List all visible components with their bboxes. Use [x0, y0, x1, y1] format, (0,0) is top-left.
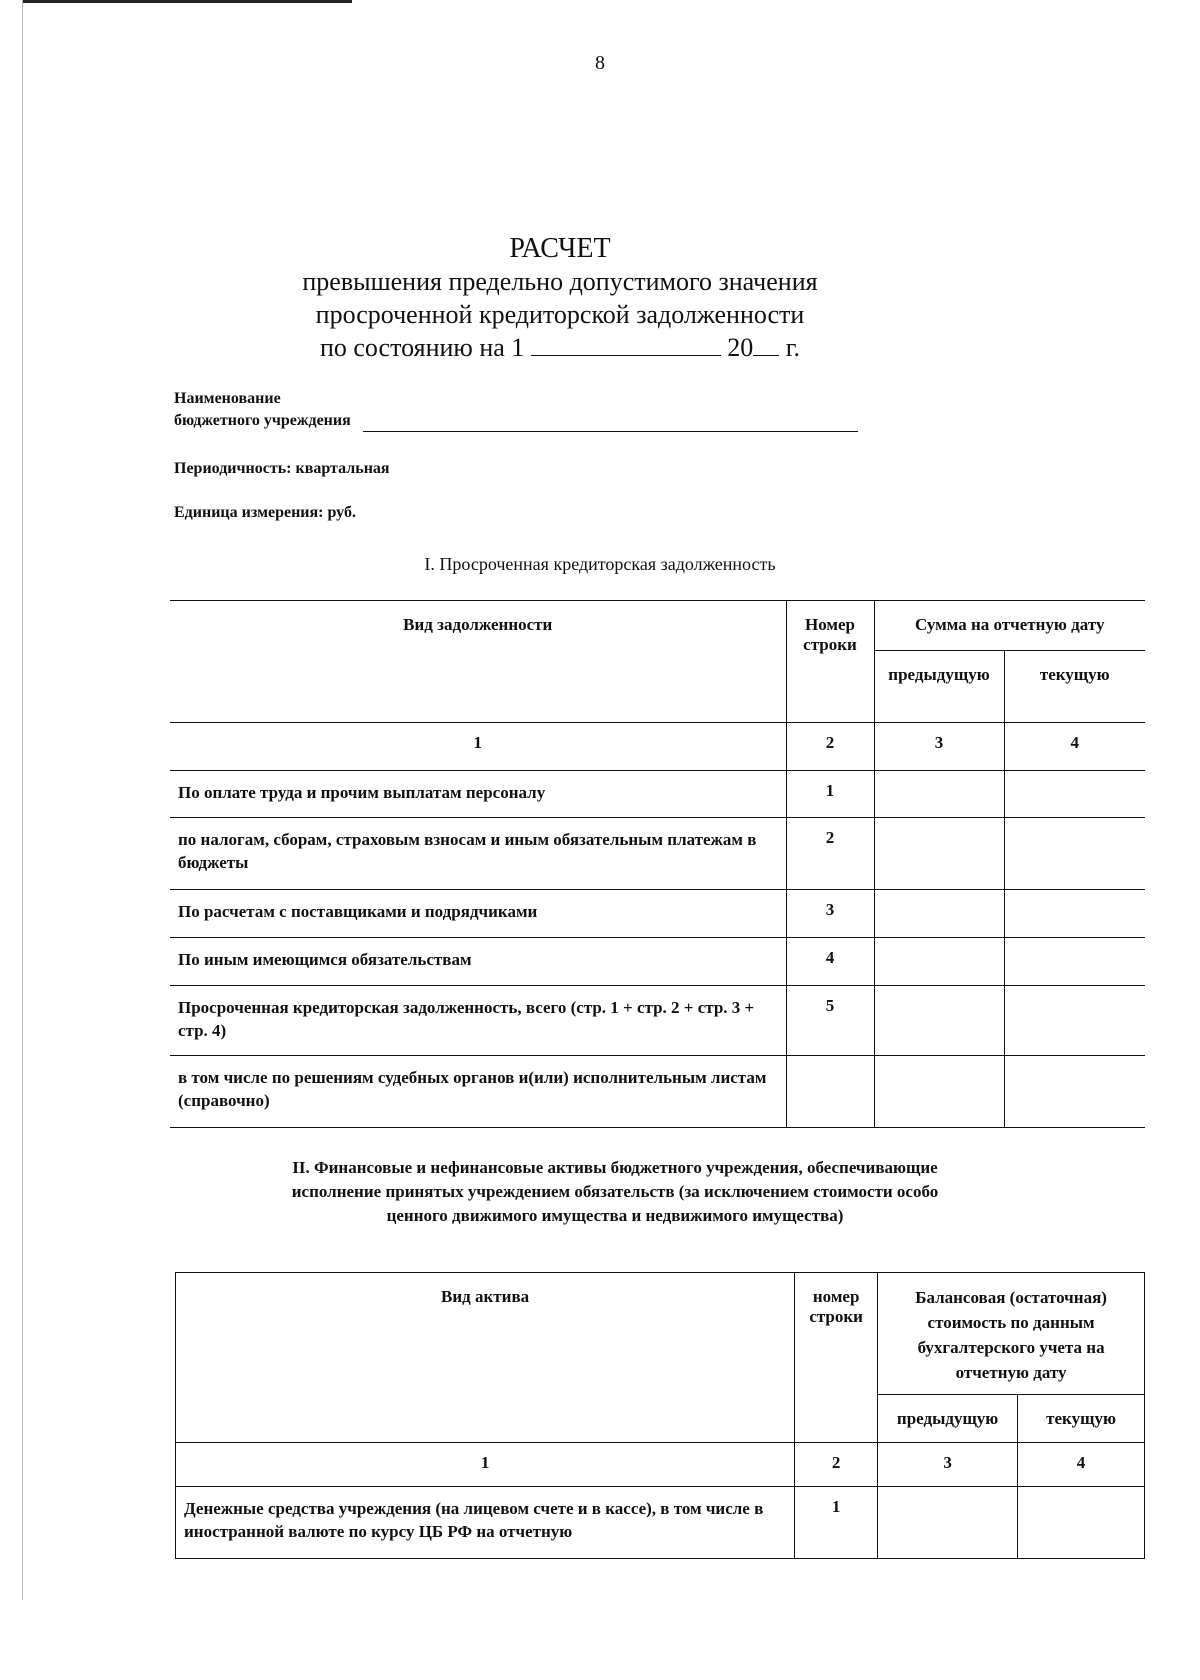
- date-blank: [531, 333, 721, 356]
- header-book-value: Балансовая (остаточная) стоимость по данным бухгалтерского учета на отчетную дату: [878, 1273, 1145, 1395]
- row-label: По расчетам с поставщиками и подрядчиками: [170, 890, 786, 938]
- header-current: текущую: [1004, 651, 1145, 723]
- section2-title: [15, 1156, 1200, 1228]
- header-row-number: Номер строки: [786, 601, 874, 723]
- table-row: [170, 986, 1145, 1056]
- header-asset-type: Вид актива: [176, 1273, 795, 1443]
- row-label: По иным имеющимся обязательствам: [170, 938, 786, 986]
- col-number-4: 4: [1004, 723, 1145, 771]
- cell-previous[interactable]: [878, 1487, 1018, 1559]
- col-number-2: 2: [795, 1443, 878, 1487]
- row-number: 3: [786, 890, 874, 938]
- unit-of-measure: Единица измерения: руб.: [174, 504, 356, 521]
- cell-current[interactable]: [1004, 986, 1145, 1056]
- cell-current[interactable]: [1018, 1487, 1145, 1559]
- section2-title-text: II. Финансовые и нефинансовые активы бюджетного учреждения, обеспечивающие исполнение принятых учреждением обязательств (за исключением стоимости особо ценного движимого имущества и недвижимого имущества): [291, 1158, 939, 1225]
- assets-table: [175, 1272, 1145, 1559]
- institution-field: [174, 388, 874, 432]
- row-number: 1: [786, 771, 874, 818]
- header-amount: Сумма на отчетную дату: [874, 601, 1145, 651]
- cell-current[interactable]: [1004, 771, 1145, 818]
- row-label: в том числе по решениям судебных органов и(или) исполнительным листам (справочно): [170, 1056, 786, 1128]
- col-number-3: 3: [874, 723, 1004, 771]
- scan-edge-top: [22, 0, 352, 3]
- title-date-line: [0, 331, 1120, 364]
- cell-previous[interactable]: [874, 1056, 1004, 1128]
- col-number-3: 3: [878, 1443, 1018, 1487]
- row-label: Просроченная кредиторская задолженность, всего (стр. 1 + стр. 2 + стр. 3 + стр. 4): [170, 986, 786, 1056]
- table-row: [170, 890, 1145, 938]
- cell-current[interactable]: [1004, 818, 1145, 890]
- col-number-2: 2: [786, 723, 874, 771]
- row-number: 2: [786, 818, 874, 890]
- document-title: [0, 232, 1120, 364]
- table-row: [176, 1487, 1145, 1559]
- cell-previous[interactable]: [874, 890, 1004, 938]
- table-row: [170, 1056, 1145, 1128]
- date-prefix: по состоянию на 1: [319, 333, 525, 362]
- section1-title: I. Просроченная кредиторская задолженность: [424, 554, 776, 574]
- cell-current[interactable]: [1004, 890, 1145, 938]
- row-number: [786, 1056, 874, 1128]
- cell-current[interactable]: [1004, 1056, 1145, 1128]
- row-number: 1: [795, 1487, 878, 1559]
- periodicity: Периодичность: квартальная: [174, 460, 390, 477]
- header-current: текущую: [1018, 1395, 1145, 1443]
- title-line-2: просроченной кредиторской задолженности: [315, 300, 805, 329]
- year-suffix: г.: [785, 333, 801, 362]
- cell-previous[interactable]: [874, 986, 1004, 1056]
- col-number-4: 4: [1018, 1443, 1145, 1487]
- cell-previous[interactable]: [874, 818, 1004, 890]
- table-row: [170, 771, 1145, 818]
- col-number-1: 1: [176, 1443, 795, 1487]
- table-row: [170, 938, 1145, 986]
- year-blank: [753, 333, 779, 356]
- row-label: по налогам, сборам, страховым взносам и иным обязательным платежам в бюджеты: [170, 818, 786, 890]
- overdue-debt-table: [170, 600, 1145, 1128]
- header-row-number: номер строки: [795, 1273, 878, 1443]
- col-number-1: 1: [170, 723, 786, 771]
- row-number: 5: [786, 986, 874, 1056]
- table-row: [170, 818, 1145, 890]
- title-main: РАСЧЕТ: [509, 233, 611, 264]
- header-previous: предыдущую: [874, 651, 1004, 723]
- row-number: 4: [786, 938, 874, 986]
- cell-previous[interactable]: [874, 771, 1004, 818]
- row-label: По оплате труда и прочим выплатам персоналу: [170, 771, 786, 818]
- header-previous: предыдущую: [878, 1395, 1018, 1443]
- title-line-1: превышения предельно допустимого значения: [302, 267, 818, 296]
- row-label: Денежные средства учреждения (на лицевом счете и в кассе), в том числе в иностранной валюте по курсу ЦБ РФ на отчетную: [176, 1487, 795, 1559]
- header-debt-type: Вид задолженности: [170, 601, 786, 723]
- cell-current[interactable]: [1004, 938, 1145, 986]
- institution-label: Наименование бюджетного учреждения: [174, 390, 351, 429]
- year-prefix: 20: [727, 333, 754, 362]
- page-number: 8: [595, 52, 605, 74]
- institution-blank: [363, 411, 858, 432]
- cell-previous[interactable]: [874, 938, 1004, 986]
